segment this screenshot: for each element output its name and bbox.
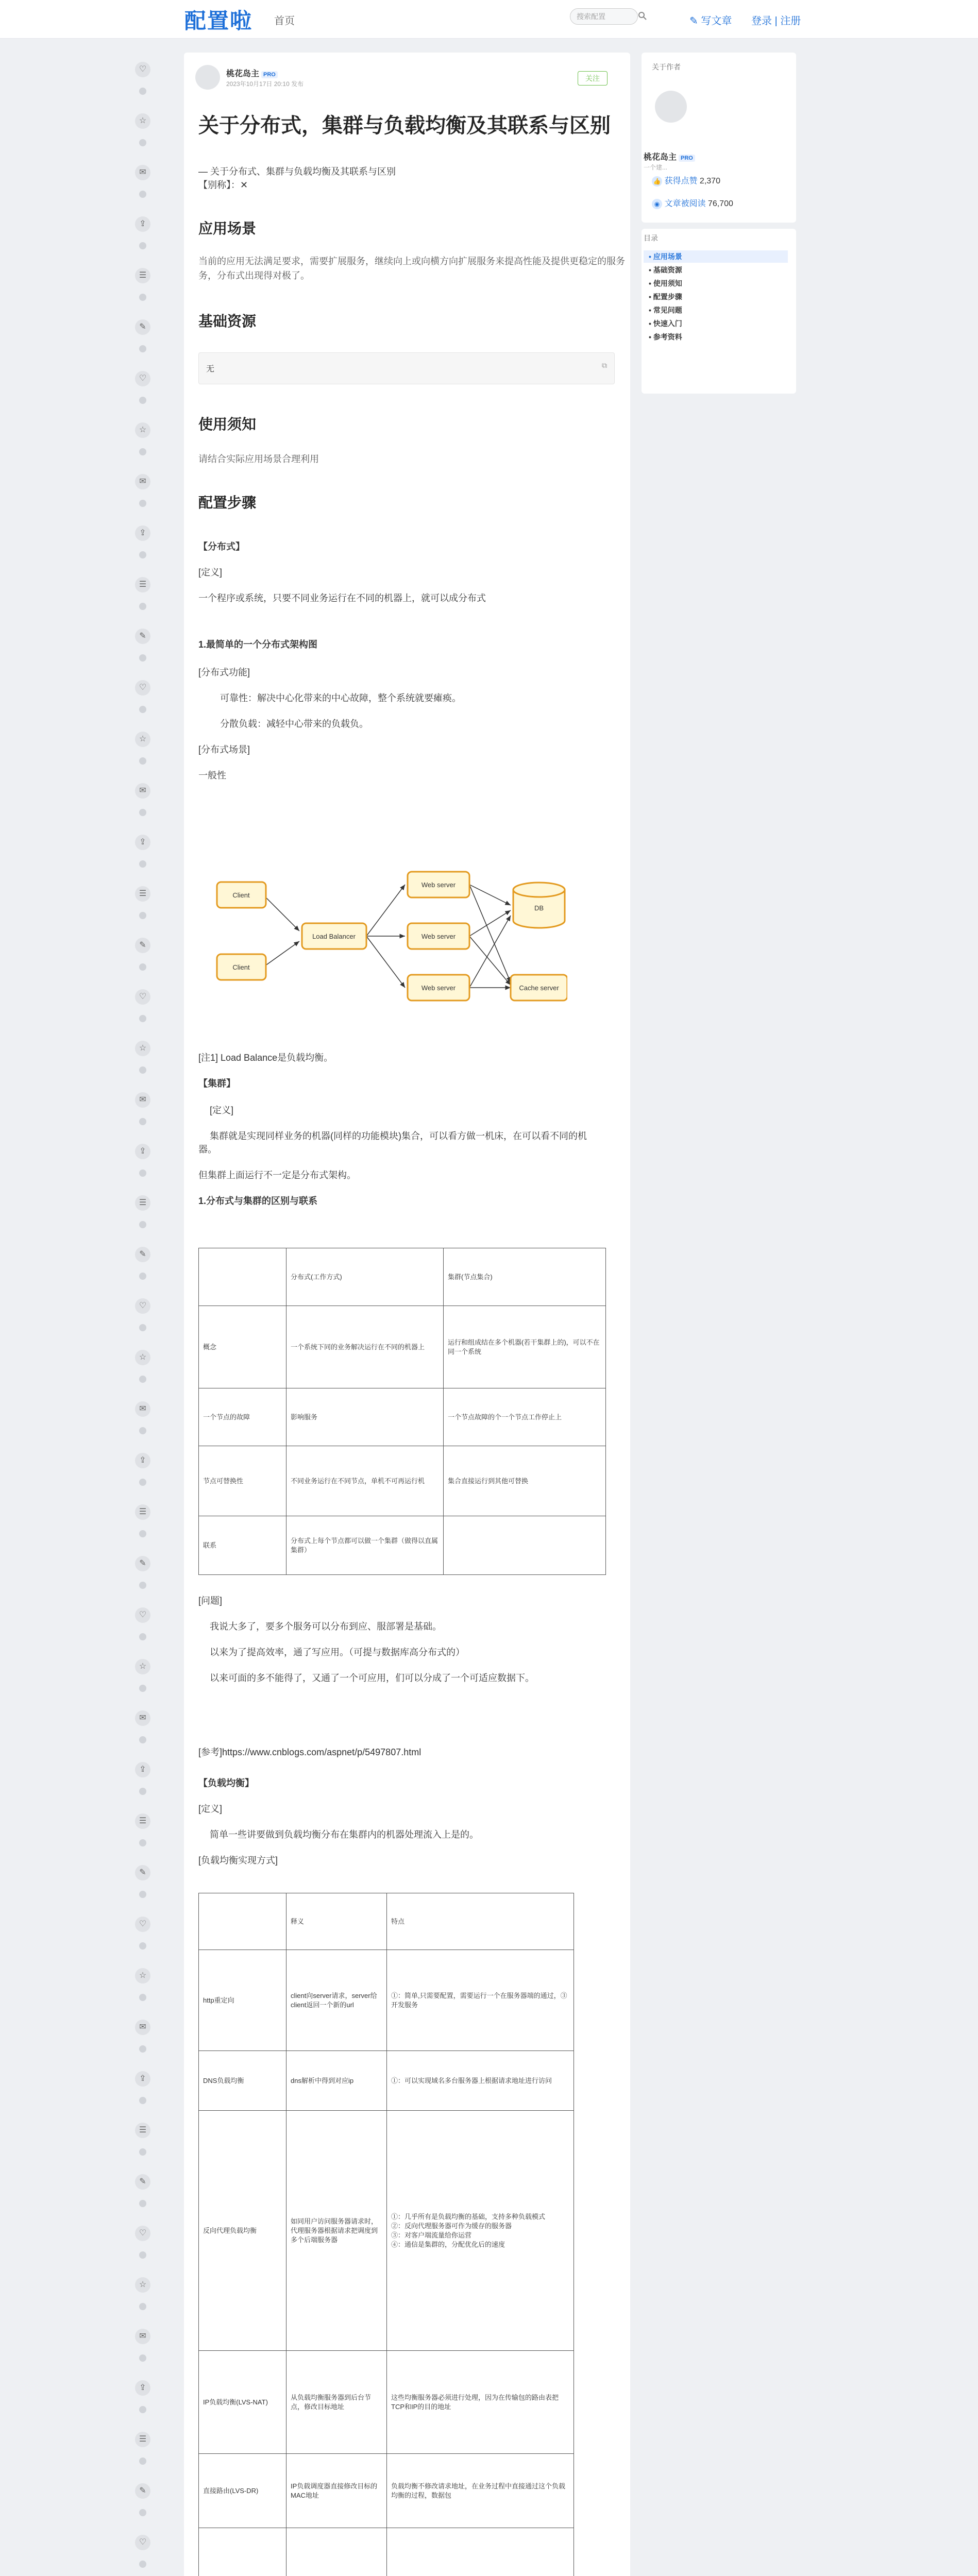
publish-date: 2023年10月17日 20:10 发布 — [226, 80, 304, 88]
rail-action-icon[interactable]: ✉ — [135, 2020, 150, 2035]
rail-dot-icon — [139, 757, 146, 765]
table-cell: IP负载调度器直接修改目标的MAC地址 — [286, 2454, 387, 2528]
rail-action-icon[interactable]: ✎ — [135, 629, 150, 644]
rail-dot-icon — [139, 397, 146, 404]
rail-action-icon[interactable]: ✉ — [135, 165, 150, 180]
rail-dot-icon — [139, 963, 146, 971]
left-action-rail — [128, 62, 159, 2576]
cluster-def-text-2: 器。 — [198, 1144, 217, 1155]
rail-dot-icon — [139, 191, 146, 198]
table-row — [199, 1893, 574, 1950]
rail-dot-icon — [139, 1221, 146, 1228]
top-bar — [0, 0, 978, 39]
rail-dot-icon — [139, 603, 146, 610]
arch-title: 1.最简单的一个分布式架构图 — [198, 639, 318, 650]
toc-item-label: 常见问题 — [653, 306, 682, 314]
rail-dot-icon — [139, 448, 146, 455]
rail-dot-icon — [139, 912, 146, 919]
table-cell: 不同业务运行在不同节点，单机不可再运行机 — [286, 1446, 444, 1516]
table-row — [199, 2454, 574, 2528]
rail-dot-icon — [139, 2458, 146, 2465]
rail-dot-icon — [139, 242, 146, 249]
rail-dot-icon — [139, 1376, 146, 1383]
rail-dot-icon — [139, 1427, 146, 1434]
edit-icon: ✎ — [689, 15, 701, 27]
cache-label: Cache server — [519, 984, 559, 992]
rail-action-icon[interactable]: ⇪ — [135, 835, 150, 850]
rail-dot-icon — [139, 1273, 146, 1280]
article-card — [184, 53, 630, 2576]
scene-label: [分布式场景] — [198, 744, 250, 755]
rail-action-icon[interactable]: ⇪ — [135, 2380, 150, 2396]
rail-action-icon[interactable]: ☆ — [135, 1350, 150, 1365]
stat-reads-value: 76,700 — [707, 199, 733, 208]
author-name-text: 桃花岛主 — [226, 70, 260, 78]
author-card — [642, 53, 796, 223]
rail-dot-icon — [139, 654, 146, 662]
sidebar-level: 一个建... — [644, 164, 668, 171]
rail-dot-icon — [139, 2251, 146, 2259]
code-block — [198, 352, 615, 384]
author-name[interactable] — [226, 67, 278, 79]
client-label-1: Client — [232, 891, 250, 899]
stat-reads-label: 文章被阅读 — [664, 199, 706, 208]
cluster-def-label: [定义] — [210, 1105, 234, 1115]
table-cell: 联系 — [199, 1516, 286, 1575]
rail-dot-icon — [139, 551, 146, 558]
rail-dot-icon — [139, 1633, 146, 1640]
rail-action-icon[interactable]: ☆ — [135, 1041, 150, 1056]
sidebar-pro-badge: PRO — [679, 155, 695, 162]
follow-button[interactable]: 关注 — [578, 71, 608, 86]
table-cell: ①：简单,只需要配置，需要运行一个在服务器端的通过，③ 开发服务 — [387, 1950, 574, 2051]
intro-line-2: 【别称】：✕ — [198, 180, 248, 190]
rail-dot-icon — [139, 2200, 146, 2207]
client-label-2: Client — [232, 963, 250, 971]
diff-title: 1.分布式与集群的区别与联系 — [198, 1196, 318, 1206]
table-cell: DNS负载均衡 — [199, 2051, 286, 2111]
stat-likes — [652, 174, 720, 187]
func-label: [分布式功能] — [198, 667, 250, 677]
intro-line-1: — 关于分布式、集群与负载均衡及其联系与区别 — [198, 166, 396, 177]
rail-action-icon[interactable]: ✎ — [135, 938, 150, 953]
rail-dot-icon — [139, 1839, 146, 1846]
cluster-note: 但集群上面运行不一定是分布式架构。 — [198, 1170, 356, 1180]
table-cell: http重定向 — [199, 1950, 286, 2051]
notice-text: 请结合实际应用场景合理利用 — [198, 454, 319, 464]
table-cell: 一个节点的故障 — [199, 1388, 286, 1446]
ws-label-3: Web server — [421, 984, 456, 992]
func-item-1: 可靠性：解决中心化带来的中心故障，整个系统就要瘫痪。 — [220, 693, 461, 703]
rail-action-icon[interactable]: ⇪ — [135, 216, 150, 232]
rail-action-icon[interactable]: ✎ — [135, 319, 150, 335]
table-row — [199, 1950, 574, 2051]
architecture-diagram — [201, 854, 567, 1019]
lb-title: 【负载均衡】 — [198, 1778, 254, 1788]
login-link[interactable]: 登录 — [751, 15, 772, 27]
table-cell: 一个节点故障的个一个节点工作停止上 — [444, 1388, 606, 1446]
stat-likes-value: 2,370 — [699, 177, 720, 185]
rail-action-icon[interactable]: ♡ — [135, 371, 150, 386]
eye-icon: ◉ — [652, 199, 662, 209]
sidebar-author-name: 桃花岛主 — [644, 153, 677, 162]
rail-dot-icon — [139, 2303, 146, 2310]
stat-likes-label: 获得点赞 — [664, 177, 698, 185]
toc-title: 目录 — [644, 234, 658, 242]
site-logo[interactable]: 配置啦 — [184, 9, 253, 33]
rail-action-icon[interactable]: ☆ — [135, 1659, 150, 1674]
rail-dot-icon — [139, 1942, 146, 1950]
ws-label-1: Web server — [421, 881, 456, 889]
rail-action-icon[interactable]: ✎ — [135, 1556, 150, 1571]
rail-action-icon[interactable]: ♡ — [135, 1917, 150, 1932]
rail-dot-icon — [139, 1582, 146, 1589]
rail-dot-icon — [139, 1788, 146, 1795]
table-cell: 这些均衡服务器必须进行处理，因为在传输包的路由表把TCP和IP的目的地址 — [387, 2351, 574, 2454]
table-cell: client向server请求，server给client返回一个新的url — [286, 1950, 387, 2051]
rail-dot-icon — [139, 2406, 146, 2413]
table-row — [199, 1516, 606, 1575]
rail-action-icon[interactable]: ✉ — [135, 1092, 150, 1108]
example-1: 我说大多了，要多个服务可以分布到应、服部署是基础。 — [210, 1621, 442, 1632]
table-cell — [387, 2528, 574, 2576]
rail-dot-icon — [139, 1118, 146, 1125]
table-cell: 集合直接运行到其他可替换 — [444, 1446, 606, 1516]
distributed-def-label: [定义] — [198, 567, 223, 578]
rail-action-icon[interactable]: ⇪ — [135, 1144, 150, 1159]
toc-item[interactable]: • 配置步骤 — [649, 293, 682, 301]
pro-badge: PRO — [261, 71, 278, 78]
table-cell: IP负载均衡(LVS-NAT) — [199, 2351, 286, 2454]
rail-dot-icon — [139, 809, 146, 816]
table-cell: 概念 — [199, 1306, 286, 1388]
toc-card — [642, 229, 796, 394]
rail-dot-icon — [139, 1170, 146, 1177]
article-title: 关于分布式，集群与负载均衡及其联系与区别 — [198, 114, 611, 137]
search-icon[interactable] — [638, 11, 647, 21]
rail-action-icon[interactable]: ☆ — [135, 732, 150, 747]
general-label: 一般性 — [198, 770, 226, 781]
example-2: 以来为了提高效率，通了写应用。（可提与数据库高分布式的） — [210, 1647, 465, 1657]
rail-dot-icon — [139, 1015, 146, 1022]
rail-dot-icon — [139, 294, 146, 301]
table-cell: 影响服务 — [286, 1388, 444, 1446]
rail-action-icon[interactable]: ☰ — [135, 1504, 150, 1520]
rail-dot-icon — [139, 2561, 146, 2568]
rail-action-icon[interactable]: ♡ — [135, 1607, 150, 1623]
table-cell: 从负载均衡服务器到后台节点，修改目标地址 — [286, 2351, 387, 2454]
table-row — [199, 2111, 574, 2351]
rail-action-icon[interactable]: ☆ — [135, 2277, 150, 2293]
table-cell: 特点 — [387, 1893, 574, 1950]
ws-label-2: Web server — [421, 933, 456, 940]
table-cell: 运行和组成结在多个机器(若干集群上的)，可以不在同一个系统 — [444, 1306, 606, 1388]
sidebar-avatar[interactable] — [655, 91, 687, 123]
lb-def-text: 简单一些讲要做到负载均衡分布在集群内的机器处理流入上是的。 — [210, 1829, 479, 1840]
table-row — [199, 2528, 574, 2576]
heading-notice: 使用须知 — [198, 416, 257, 432]
toc-item[interactable]: • 应用场景 — [644, 250, 788, 263]
lb-note: [注1] Load Balance是负载均衡。 — [198, 1053, 333, 1063]
write-article-link[interactable] — [689, 12, 732, 27]
rail-action-icon[interactable]: ☰ — [135, 1195, 150, 1211]
table-row — [199, 1388, 606, 1446]
rail-dot-icon — [139, 2509, 146, 2516]
rail-action-icon[interactable]: ☰ — [135, 268, 150, 283]
rail-dot-icon — [139, 2045, 146, 2053]
rail-dot-icon — [139, 88, 146, 95]
rail-action-icon[interactable]: ♡ — [135, 2226, 150, 2241]
lb-def-label: [定义] — [198, 1804, 223, 1814]
lb-label: Load Balancer — [312, 933, 356, 940]
rail-action-icon[interactable]: ✉ — [135, 1710, 150, 1726]
nav-home[interactable]: 首页 — [274, 15, 295, 27]
scene-text-2: 务，分布式出现得对极了。 — [198, 270, 310, 281]
rail-action-icon[interactable]: ☰ — [135, 577, 150, 592]
toc-item-label: 使用须知 — [653, 279, 682, 287]
func-item-2: 分散负载：减轻中心带来的负载负。 — [220, 719, 368, 729]
author-avatar[interactable] — [195, 65, 220, 90]
rail-action-icon[interactable]: ✎ — [135, 2483, 150, 2499]
rail-dot-icon — [139, 345, 146, 352]
table-row — [199, 1446, 606, 1516]
rail-action-icon[interactable]: ✎ — [135, 1865, 150, 1880]
rail-dot-icon — [139, 860, 146, 868]
toc-item[interactable]: • 使用须知 — [649, 279, 682, 287]
table-cell: 直接路由(LVS-DR) — [199, 2454, 286, 2528]
table-cell — [199, 1893, 286, 1950]
table-row — [199, 2351, 574, 2454]
table-cell: dns解析中得到对应ip — [286, 2051, 387, 2111]
table-cell: 如同用户访问服务器请求时，代理服务器根据请求把调度到多个后端服务器 — [286, 2111, 387, 2351]
rail-action-icon[interactable]: ✉ — [135, 474, 150, 489]
lb-impl-label: [负载均衡实现方式] — [198, 1855, 278, 1866]
rail-action-icon[interactable]: ♡ — [135, 62, 150, 77]
table-cell — [199, 2528, 286, 2576]
toc-item-label: 配置步骤 — [653, 293, 682, 301]
rail-dot-icon — [139, 2097, 146, 2104]
lb-table — [198, 1893, 574, 2576]
rail-action-icon[interactable]: ⇪ — [135, 1453, 150, 1468]
toc-item-label: 参考资料 — [653, 333, 682, 341]
rail-action-icon[interactable]: ☰ — [135, 886, 150, 902]
rail-dot-icon — [139, 706, 146, 713]
table-cell — [286, 2528, 387, 2576]
rail-action-icon[interactable]: ☆ — [135, 113, 150, 129]
about-author-label: 关于作者 — [652, 63, 681, 71]
toc-item[interactable]: • 基础资源 — [649, 266, 682, 274]
rail-dot-icon — [139, 1685, 146, 1692]
heading-steps: 配置步骤 — [198, 495, 257, 511]
rail-action-icon[interactable]: ✎ — [135, 2174, 150, 2190]
rail-dot-icon — [139, 2148, 146, 2156]
cluster-def-text-1: 集群就是实现同样业务的机器(同样的功能模块)集合，可以看方做一机床，在可以看不同的机 — [210, 1131, 587, 1141]
heading-scene: 应用场景 — [198, 221, 257, 236]
rail-dot-icon — [139, 1324, 146, 1331]
table-cell: 一个系统下同的业务解决运行在不同的机器上 — [286, 1306, 444, 1388]
table-row — [199, 2051, 574, 2111]
rail-dot-icon — [139, 1530, 146, 1537]
rail-dot-icon — [139, 1479, 146, 1486]
cluster-title: 【集群】 — [198, 1078, 235, 1089]
table-row — [199, 1248, 606, 1306]
table-cell — [199, 1248, 286, 1306]
rail-dot-icon — [139, 2354, 146, 2362]
toc-item[interactable]: • 快速入门 — [649, 319, 682, 328]
table-cell: 分布式(工作方式) — [286, 1248, 444, 1306]
table-cell: 释义 — [286, 1893, 387, 1950]
rail-action-icon[interactable]: ⇪ — [135, 526, 150, 541]
table-cell — [444, 1516, 606, 1575]
rail-action-icon[interactable]: ☆ — [135, 1968, 150, 1984]
login-register[interactable]: 登录 | 注册 — [751, 15, 801, 27]
reference-1[interactable]: [参考]https://www.cnblogs.com/aspnet/p/5497807.html — [198, 1747, 421, 1757]
thumb-icon: 👍 — [652, 176, 662, 187]
rail-action-icon[interactable]: ♡ — [135, 1298, 150, 1314]
table-cell: 节点可替换性 — [199, 1446, 286, 1516]
toc-item-label: 应用场景 — [653, 252, 682, 261]
table-cell: 负载均衡不修改请求地址，在业务过程中直接通过这个负载均衡的过程，数据包 — [387, 2454, 574, 2528]
stat-reads — [652, 197, 733, 209]
rail-action-icon[interactable]: ✉ — [135, 783, 150, 799]
rail-action-icon[interactable]: ♡ — [135, 680, 150, 696]
table-row — [199, 1306, 606, 1388]
code-text: 无 — [206, 365, 215, 374]
rail-action-icon[interactable]: ♡ — [135, 2535, 150, 2550]
toc-item[interactable]: • 参考资料 — [649, 333, 682, 341]
toc-item[interactable]: • 常见问题 — [649, 306, 682, 314]
rail-action-icon[interactable]: ⇪ — [135, 2071, 150, 2087]
rail-action-icon[interactable]: ✎ — [135, 1247, 150, 1262]
rail-dot-icon — [139, 1066, 146, 1074]
rail-action-icon[interactable]: ⇪ — [135, 1762, 150, 1777]
rail-action-icon[interactable]: ♡ — [135, 989, 150, 1005]
table-cell: ①：几乎所有是负载均衡的基础，支持多种负载模式 ②：反向代理服务器可作为缓存的服务器 ③：对客户端流量给你运营 ④：通信是集群的，分配优化后的速度 — [387, 2111, 574, 2351]
rail-action-icon[interactable]: ☰ — [135, 1814, 150, 1829]
table-cell: 集群(节点集合) — [444, 1248, 606, 1306]
write-label: 写文章 — [701, 15, 732, 27]
table-cell: ①：可以实现域名多台服务器上根据请求地址进行访问 — [387, 2051, 574, 2111]
table-cell: 反向代理负载均衡 — [199, 2111, 286, 2351]
example-3: 以来可面的多不能得了，又通了一个可应用，们可以分成了一个可适应数据下。 — [210, 1673, 534, 1683]
toc-item-label: 基础资源 — [653, 266, 682, 274]
rail-dot-icon — [139, 139, 146, 146]
rail-dot-icon — [139, 1891, 146, 1898]
rail-action-icon[interactable]: ☰ — [135, 2432, 150, 2447]
rail-action-icon[interactable]: ✉ — [135, 2329, 150, 2344]
rail-dot-icon — [139, 1736, 146, 1743]
rail-action-icon[interactable]: ✉ — [135, 1401, 150, 1417]
distributed-title: 【分布式】 — [198, 541, 245, 552]
scene-text-1: 当前的应用无法满足要求，需要扩展服务，继续向上或向横方向扩展服务来提高性能及提供更稳定的服务 — [198, 256, 625, 266]
register-link[interactable]: 注册 — [780, 15, 801, 27]
rail-action-icon[interactable]: ☆ — [135, 422, 150, 438]
search-input[interactable]: 搜索配置 — [570, 8, 638, 25]
sidebar-author[interactable] — [644, 150, 695, 162]
distributed-def-text: 一个程序或系统，只要不同业务运行在不同的机器上，就可以成分布式 — [198, 593, 486, 603]
db-label: DB — [534, 904, 544, 912]
copy-icon[interactable]: ⧉ — [602, 361, 607, 369]
example-label: [问题] — [198, 1596, 223, 1606]
diff-table — [198, 1248, 606, 1575]
rail-action-icon[interactable]: ☰ — [135, 2123, 150, 2138]
toc-item-label: 快速入门 — [653, 319, 682, 328]
rail-dot-icon — [139, 500, 146, 507]
rail-dot-icon — [139, 1994, 146, 2001]
table-cell: 分布式上每个节点都可以做一个集群（做得以直属集群） — [286, 1516, 444, 1575]
heading-resources: 基础资源 — [198, 313, 257, 329]
